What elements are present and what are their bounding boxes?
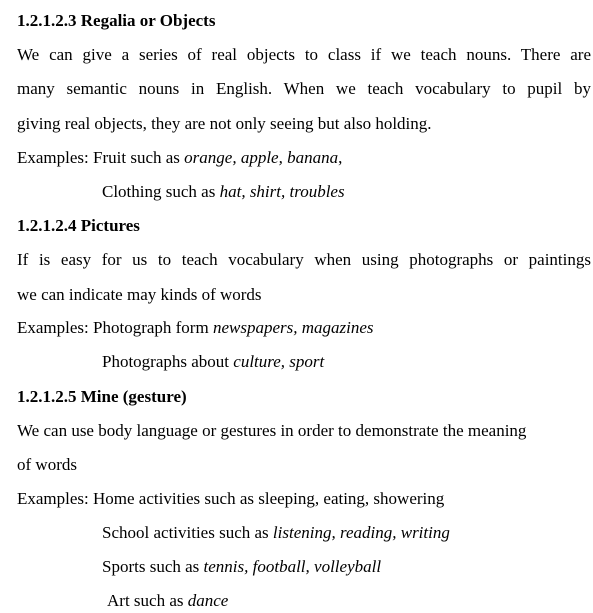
example-italic: culture, sport	[233, 352, 325, 371]
example-text: ,	[338, 148, 343, 167]
example-text: Photographs about	[102, 352, 234, 371]
example-line	[102, 557, 381, 577]
example-italic: listening, reading, writing	[272, 523, 450, 542]
example-text: Clothing such as	[102, 182, 220, 201]
example-line	[102, 523, 450, 543]
section-heading-regalia: 1.2.1.2.3 Regalia or Objects	[17, 11, 216, 30]
paragraph-line: we can indicate may kinds of words	[17, 285, 262, 304]
paragraph-line: of words	[17, 455, 77, 474]
example-text: Sports such as	[102, 557, 204, 576]
paragraph-line: We can use body language or gestures in order to demonstrate the meaning	[17, 421, 527, 440]
section-heading-mime: 1.2.1.2.5 Mine (gesture)	[17, 387, 187, 406]
example-line	[17, 318, 374, 338]
example-line	[102, 352, 324, 372]
example-text: Art such as	[107, 591, 188, 610]
example-line	[102, 182, 345, 202]
example-text: School activities such as	[102, 523, 273, 542]
example-italic: dance	[187, 591, 229, 610]
section-heading-pictures: 1.2.1.2.4 Pictures	[17, 216, 140, 235]
paragraph-line: If is easy for us to teach vocabulary when using photographs or paintings	[17, 250, 591, 269]
example-text: Examples: Photograph form	[17, 318, 213, 337]
example-line: Examples: Home activities such as sleeping, eating, showering	[17, 489, 445, 508]
example-italic: hat, shirt, troubles	[219, 182, 345, 201]
paragraph-line: We can give a series of real objects to class if we teach nouns. There are	[17, 45, 591, 64]
example-text: Examples: Fruit such as	[17, 148, 185, 167]
example-italic: orange, apple, banana	[184, 148, 339, 167]
example-line	[107, 591, 228, 611]
paragraph-line: giving real objects, they are not only seeing but also holding.	[17, 114, 432, 133]
example-italic: newspapers, magazines	[212, 318, 374, 337]
example-italic: tennis, football, volleyball	[203, 557, 382, 576]
paragraph-line: many semantic nouns in English. When we teach vocabulary to pupil by	[17, 79, 591, 98]
example-line	[17, 148, 342, 168]
